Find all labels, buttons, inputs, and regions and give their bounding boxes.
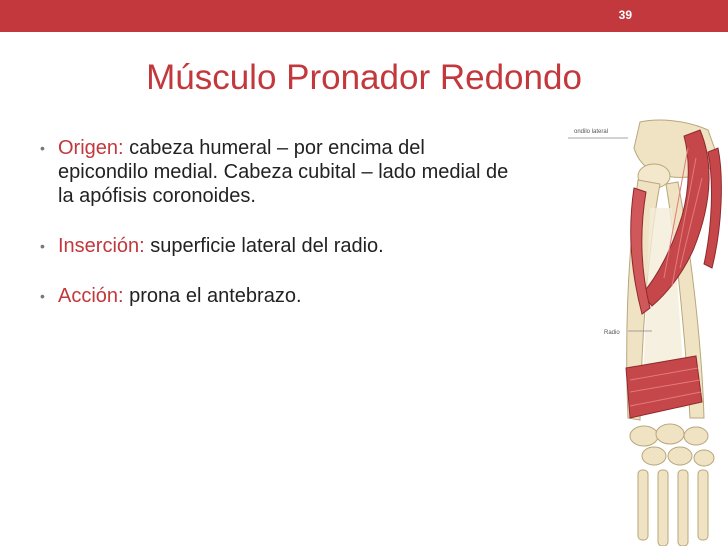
- slide-title: Músculo Pronador Redondo: [146, 58, 582, 97]
- header-bar: [0, 0, 728, 32]
- bullet-term: Acción:: [58, 285, 124, 307]
- bullet-dot-icon: •: [40, 288, 45, 304]
- bullet-term: Inserción:: [58, 235, 145, 257]
- forearm-muscle-figure: [568, 118, 728, 546]
- bullet-text: superficie lateral del radio.: [144, 235, 384, 257]
- label-radio: Radio: [604, 330, 620, 336]
- bullet-list: [40, 136, 520, 334]
- bullet-term: Origen:: [58, 137, 124, 159]
- bullet-dot-icon: •: [40, 140, 45, 156]
- bullet-text: cabeza humeral – por encima del epicondilo medial. Cabeza cubital – lado medial de la apófisis coronoides.: [58, 137, 509, 207]
- slide-number: 39: [618, 8, 632, 22]
- forearm-anatomy-illustration: [568, 118, 728, 546]
- bullet-insercion: [40, 234, 520, 258]
- bullet-accion: [40, 284, 520, 308]
- bullet-origen: [40, 136, 520, 208]
- bullet-text: prona el antebrazo.: [123, 285, 302, 307]
- bullet-dot-icon: •: [40, 238, 45, 254]
- label-top: ondilo lateral: [574, 129, 609, 135]
